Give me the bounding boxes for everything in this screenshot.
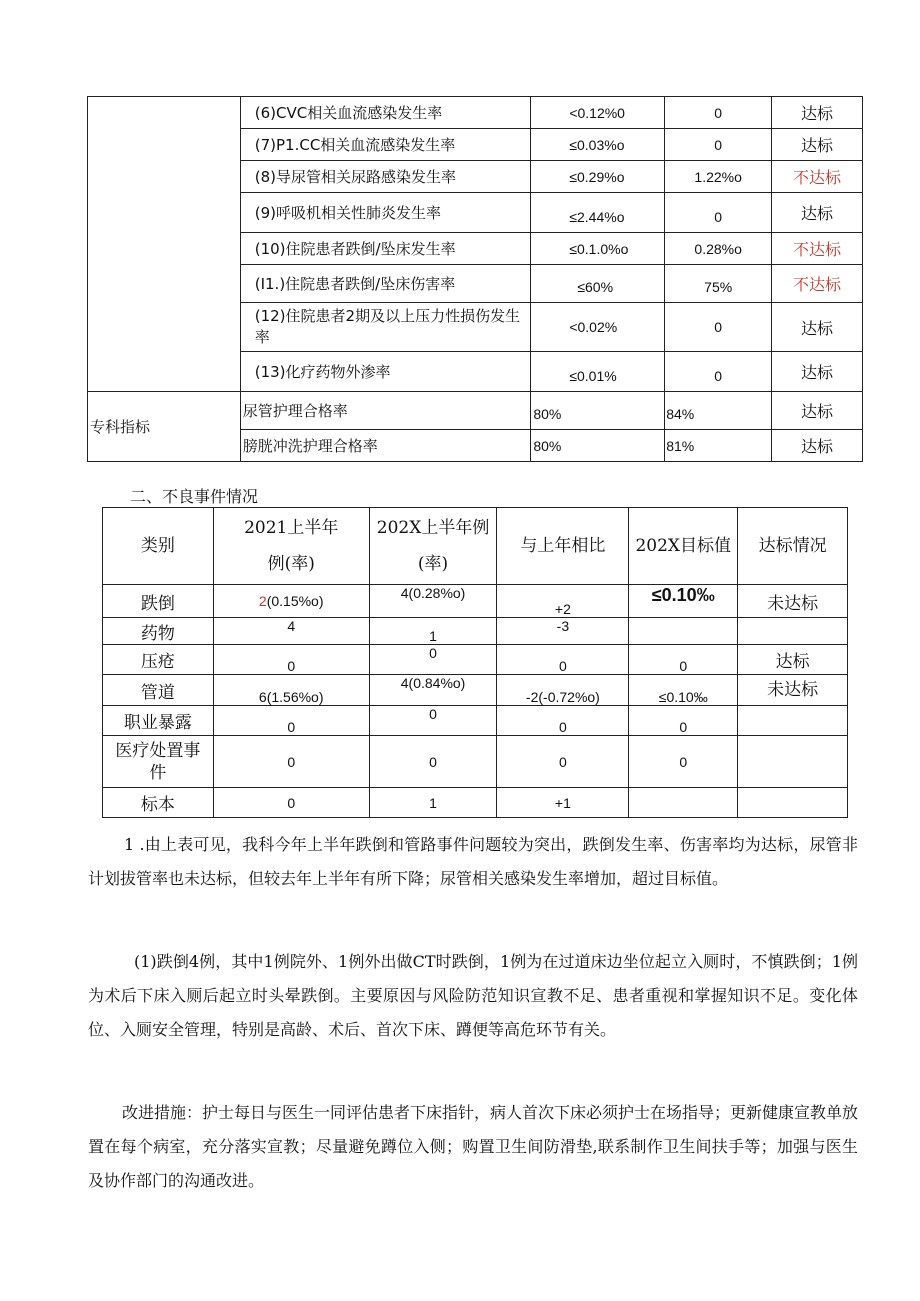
header-status: 达标情况 (738, 508, 848, 585)
indicator-target: ≤0.03%o (531, 129, 665, 161)
event-change: 0 (497, 706, 629, 736)
table-row (88, 392, 863, 430)
table-header-row (103, 508, 848, 585)
indicator-target: ≤0.01% (531, 352, 665, 392)
indicator-target: ≤2.44%o (531, 193, 665, 233)
event-category: 职业暴露 (103, 706, 214, 736)
event-prev-rate: (0.15%o) (266, 593, 324, 609)
event-category: 跌倒 (103, 585, 214, 618)
header-category: 类别 (103, 508, 214, 585)
event-curr-value: 4(0.84%o) (369, 675, 497, 706)
indicator-status-fail: 不达标 (772, 233, 863, 265)
indicator-name: 膀胱冲洗护理合格率 (240, 430, 531, 462)
indicator-target: ≤0.29%o (531, 161, 665, 193)
indicator-status: 达标 (772, 303, 863, 352)
indicator-status: 达标 (772, 352, 863, 392)
table-row (103, 788, 848, 818)
quality-indicator-table (87, 96, 863, 462)
indicator-status: 达标 (772, 430, 863, 462)
table-row (88, 97, 863, 129)
indicator-actual: 75% (665, 265, 772, 303)
indicator-status: 达标 (772, 129, 863, 161)
indicator-name: 尿管护理合格率 (240, 392, 531, 430)
indicator-actual: 1.22%o (665, 161, 772, 193)
specialty-category-label: 专科指标 (88, 392, 241, 462)
event-goal: 0 (629, 736, 738, 788)
table-row (103, 585, 848, 618)
indicator-name: (6)CVC相关血流感染发生率 (240, 97, 531, 129)
event-change: +2 (497, 585, 629, 618)
header-goal: 202X目标值 (629, 508, 738, 585)
event-prev-value: 6(1.56%o) (213, 675, 369, 706)
indicator-name: (9)呼吸机相关性肺炎发生率 (240, 193, 531, 233)
event-change: -2(-0.72%o) (497, 675, 629, 706)
indicator-name: (7)P1.CC相关血流感染发生率 (240, 129, 531, 161)
indicator-actual: 0 (665, 97, 772, 129)
paragraph-text: (1)跌倒4例，其中1例院外、1例外出做CT时跌倒，1例为在过道床边坐位起立入厕时，不慎跌倒；1例为术后下床入厕后起立时头晕跌倒。主要原因与风险防范知识宣教不足、患者重视和掌握知识不足。变化体位、入厕安全管理，特别是高龄、术后、首次下床、蹲便等高危环节有关。 (88, 952, 858, 1039)
indicator-status-fail: 不达标 (772, 265, 863, 303)
event-curr-value: 0 (369, 736, 497, 788)
event-status: 未达标 (738, 585, 848, 618)
indicator-actual: 0 (665, 352, 772, 392)
event-category: 医疗处置事件 (103, 736, 214, 788)
event-goal (629, 618, 738, 645)
indicator-actual: 0 (665, 303, 772, 352)
event-category: 标本 (103, 788, 214, 818)
event-change: 0 (497, 736, 629, 788)
event-curr-value: 4(0.28%o) (369, 585, 497, 618)
event-goal: ≤0.10‰ (629, 585, 738, 618)
event-curr-value: 1 (369, 788, 497, 818)
event-curr-value: 1 (369, 618, 497, 645)
event-status (738, 736, 848, 788)
indicator-name: (13)化疗药物外渗率 (240, 352, 531, 392)
event-prev-value: 0 (213, 736, 369, 788)
indicator-status: 达标 (772, 97, 863, 129)
event-prev-value (213, 585, 369, 618)
header-prev-year: 2021上半年例(率) (213, 508, 369, 585)
table-row (103, 645, 848, 675)
paragraph-text: 改进措施：护士每日与医生一同评估患者下床指针，病人首次下床必须护士在场指导；更新健康宣教单放置在每个病室，充分落实宣教；尽量避免蹲位入侧；购置卫生间防滑垫,联系制作卫生间扶手等；加强与医生及协作部门的沟通改进。 (88, 1103, 859, 1190)
header-curr-year: 202X上半年例(率) (369, 508, 497, 585)
event-status (738, 706, 848, 736)
indicator-target: ≤0.1.0%o (531, 233, 665, 265)
blank-category-cell (88, 97, 241, 392)
event-goal (629, 788, 738, 818)
event-status: 未达标 (738, 675, 848, 706)
indicator-actual: 0.28%o (665, 233, 772, 265)
table-row (103, 618, 848, 645)
event-prev-value: 0 (213, 706, 369, 736)
indicator-status: 达标 (772, 193, 863, 233)
indicator-target: 80% (531, 430, 665, 462)
paragraph-falls (88, 945, 858, 1047)
indicator-name: (8)导尿管相关尿路感染发生率 (240, 161, 531, 193)
indicator-name: (10)住院患者跌倒/坠床发生率 (240, 233, 531, 265)
section-title: 二、不良事件情况 (130, 487, 259, 506)
indicator-name: (12)住院患者2期及以上压力性损伤发生率 (240, 303, 531, 352)
event-category: 药物 (103, 618, 214, 645)
header-change: 与上年相比 (497, 508, 629, 585)
indicator-target: <0.12%0 (531, 97, 665, 129)
event-prev-count-highlight: 2 (258, 593, 267, 609)
event-change: -3 (497, 618, 629, 645)
event-goal: 0 (629, 645, 738, 675)
indicator-actual: 81% (665, 430, 772, 462)
paragraph-measures (88, 1096, 858, 1198)
indicator-actual: 0 (665, 193, 772, 233)
table-row (103, 706, 848, 736)
indicator-target: 80% (531, 392, 665, 430)
paragraph-summary (88, 828, 858, 896)
event-prev-value: 0 (213, 788, 369, 818)
table-row (103, 736, 848, 788)
event-curr-value: 0 (369, 645, 497, 675)
indicator-actual: 84% (665, 392, 772, 430)
adverse-events-table (102, 507, 848, 818)
event-status: 达标 (738, 645, 848, 675)
indicator-target: <0.02% (531, 303, 665, 352)
indicator-status: 达标 (772, 392, 863, 430)
event-category: 管道 (103, 675, 214, 706)
table-row (103, 675, 848, 706)
event-status (738, 788, 848, 818)
indicator-target: ≤60% (531, 265, 665, 303)
event-goal: 0 (629, 706, 738, 736)
event-status (738, 618, 848, 645)
event-prev-value: 4 (213, 618, 369, 645)
event-change: 0 (497, 645, 629, 675)
event-prev-value: 0 (213, 645, 369, 675)
event-goal: ≤0.10‰ (629, 675, 738, 706)
event-change: +1 (497, 788, 629, 818)
event-curr-value: 0 (369, 706, 497, 736)
paragraph-text: 1 .由上表可见，我科今年上半年跌倒和管路事件问题较为突出，跌倒发生率、伤害率均为达标，尿管非计划拔管率也未达标，但较去年上半年有所下降；尿管相关感染发生率增加，超过目标值。 (88, 835, 858, 888)
indicator-name: (I1.)住院患者跌倒/坠床伤害率 (240, 265, 531, 303)
event-category: 压疮 (103, 645, 214, 675)
indicator-actual: 0 (665, 129, 772, 161)
indicator-status-fail: 不达标 (772, 161, 863, 193)
